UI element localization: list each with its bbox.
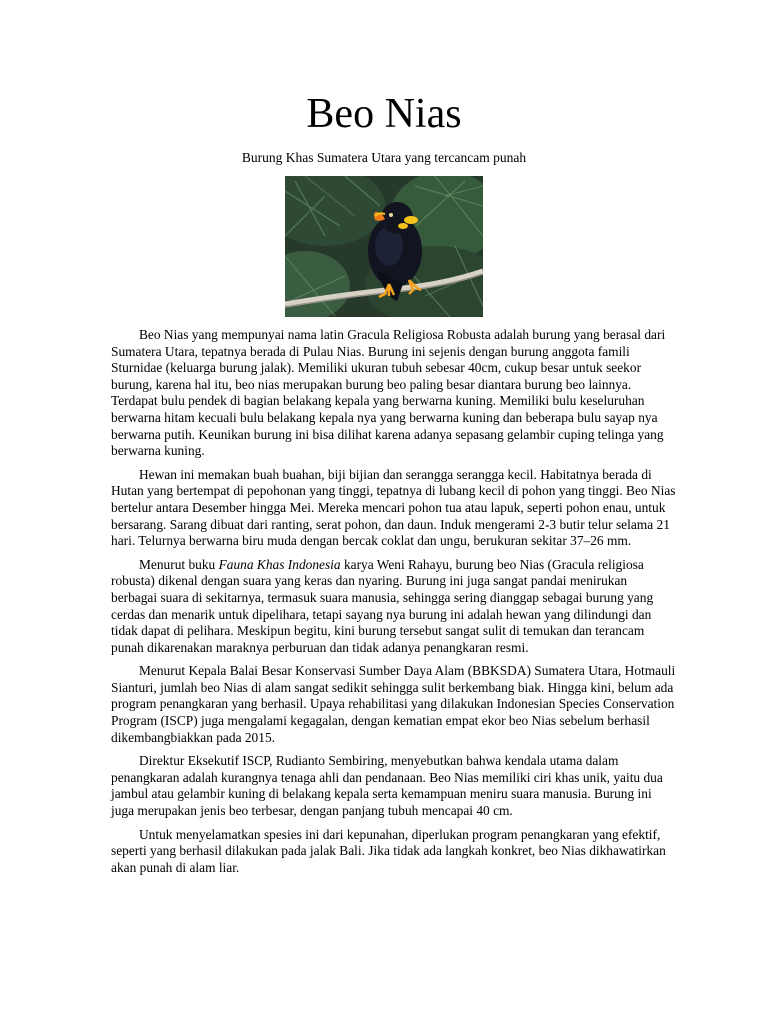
paragraph-1: Beo Nias yang mempunyai nama latin Gracula Religiosa Robusta adalah burung yang berasal dari Sumatera Utara, tepatnya berada di Pulau Nias. Burung ini sejenis dengan burung anggota famili Sturnidae (keluarga burung jalak). Memiliki ukuran tubuh sebesar 40cm, cukup besar untuk seekor burung, karena hal itu, beo nias merupakan burung beo paling besar diantara burung beo lainnya. Terdapat bulu pendek di bagian belakang kepala yang berwarna kuning. Memiliki bulu keseluruhan berwarna hitam kecuali bulu belakang kepala nya yang berwarna kuning dan beberapa bulu sayap nya berwarna putih. Keunikan burung ini bisa dilihat karena adanya sepasang gelambir cuping telinga yang berwarna kuning. [111,327,666,459]
paragraph-6: Untuk menyelamatkan spesies ini dari kepunahan, diperlukan program penangkaran yang efektif, seperti yang berhasil dilakukan pada jalak Bali. Jika tidak ada langkah konkret, beo Nias dikhawatirkan akan punah di alam liar. [111,826,666,875]
beo-nias-photo-illustration [285,176,483,317]
paragraph-4: Menurut Kepala Balai Besar Konservasi Sumber Daya Alam (BBKSDA) Sumatera Utara, Hotmauli Sianturi, jumlah beo Nias di alam sangat sedikit sehingga sulit berkembang biak. Hingga kini, belum ada program penangkaran yang berhasil. Upaya rehabilitasi yang dilakukan Indonesian Species Conservation Program (ISCP) juga mengalami kegagalan, dengan kematian empat ekor beo Nias sebelum berhasil dikembangbiakkan pada 2015. [111,663,676,745]
book-title: Fauna Khas Indonesia [218,556,341,572]
article-body [111,327,676,883]
paragraph-2: Hewan ini memakan buah buahan, biji bijian dan serangga serangga kecil. Habitatnya berada di Hutan yang bertempat di pepohonan yang tinggi, tepatnya di lubang kecil di pohon yang tinggi. Beo Nias bertelur antara Desember hingga Mei. Mereka mencari pohon tua atau lapuk, seperti pohon enau, untuk bersarang. Sarang dibuat dari ranting, serat pohon, dan daun. Induk mengerami 2-3 butir telur selama 21 hari. Telurnya berwarna biru muda dengan bercak coklat dan ungu, berukuran sekitar 37–26 mm. [111,466,676,549]
paragraph-3-rest: karya Weni Rahayu, burung beo Nias (Gracula religiosa robusta) dikenal dengan suara yang keras dan nyaring. Burung ini juga sangat pandai menirukan berbagai suara di sekitarnya, termasuk suara manusia, sehingga sering dianggap sebagai burung yang cerdas dan menarik untuk dipelihara, tetapi sayang nya burung ini adalah hewan yang dilindungi dan tidak dapat di pelihara. Meskipun begitu, kini burung tersebut sangat sulit di temukan dan terancam punah dikarenakan maraknya perburuan dan tidak adanya penangkaran resmi. [111,556,654,655]
bird-photo [285,176,483,317]
paragraph-3-lead: Menurut buku [139,556,219,572]
document-title: Beo Nias [306,91,462,137]
paragraph-3 [111,557,676,657]
paragraph-5: Direktur Eksekutif ISCP, Rudianto Sembiring, menyebutkan bahwa kendala utama dalam penangkaran adalah kurangnya tenaga ahli dan pendanaan. Beo Nias memiliki ciri khas unik, yaitu dua jambul atau gelambir kuning di belakang kepala serta kemampuan meniru suara manusia. Burung ini juga merupakan jenis beo terbesar, dengan panjang tubuh mencapai 40 cm. [111,753,663,819]
document-subtitle: Burung Khas Sumatera Utara yang tercancam punah [241,150,527,165]
